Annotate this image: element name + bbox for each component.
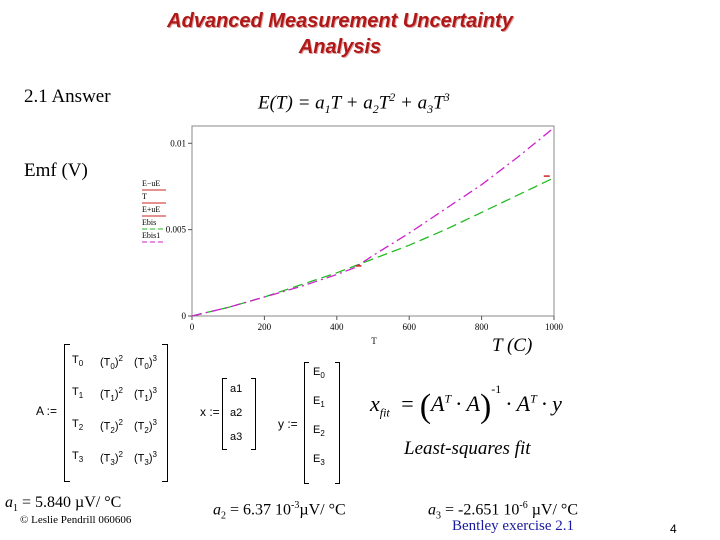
page-number: 4 xyxy=(670,522,677,536)
vector-x-item: a2 xyxy=(230,407,243,419)
x-axis-math-label: T xyxy=(371,336,377,346)
series-line-ebis xyxy=(192,178,554,316)
x-tick-label: 600 xyxy=(402,322,416,332)
result-a1-sub: 1 xyxy=(13,503,18,515)
legend-label: T xyxy=(142,192,147,201)
eq-part: T xyxy=(433,92,444,114)
eq-sub: 3 xyxy=(427,102,434,117)
x-tick-label: 200 xyxy=(257,322,272,332)
vector-x-lhs: x := xyxy=(200,405,220,419)
matrix-a-cell: $(T_2)^3$ xyxy=(134,418,157,435)
result-a2-symbol: a xyxy=(213,501,221,519)
y-tick-label: 0.005 xyxy=(165,224,186,235)
result-a2-exp: -3 xyxy=(291,500,300,511)
matrix-a xyxy=(64,344,168,482)
fit-label xyxy=(404,438,531,460)
series-line-ebis1 xyxy=(192,128,554,316)
matrix-a-lhs: A := xyxy=(36,404,58,418)
title-line-2: Analysis xyxy=(298,36,382,58)
eq-part: T + a xyxy=(330,92,373,114)
vector-y-item: $E_3$ xyxy=(313,453,325,468)
matrix-a-cell: $T_3$ xyxy=(72,450,84,465)
eq-part: E(T) = a xyxy=(258,92,325,114)
result-a3-symbol: a xyxy=(428,501,436,519)
emf-chart xyxy=(130,120,590,350)
answer-text: 2.1 Answer xyxy=(24,86,111,107)
result-a2-sub: 2 xyxy=(221,510,226,522)
slide-title xyxy=(0,8,680,60)
vector-y-lhs: y := xyxy=(278,417,298,431)
result-a3-unit: µV/ °C xyxy=(527,501,578,519)
x-units-text: T (C) xyxy=(492,335,533,356)
vector-x-right-bracket xyxy=(251,378,256,450)
y-tick-label: 0 xyxy=(181,311,186,321)
vector-x-item: a3 xyxy=(230,431,243,443)
matrix-a-cell: $(T_1)^2$ xyxy=(100,386,123,403)
result-a1-value: = 5.840 µV/ °C xyxy=(18,494,122,511)
result-a2-unit: µV/ °C xyxy=(299,501,346,519)
legend-label: E−uE xyxy=(142,179,161,188)
y-axis-label xyxy=(24,160,88,182)
vector-y-item: $E_0$ xyxy=(313,366,325,381)
y-axis-label-text: Emf (V) xyxy=(24,160,88,181)
x-tick-label: 1000 xyxy=(545,322,563,332)
vector-x xyxy=(222,378,256,450)
matrix-a-cell: $(T_0)^3$ xyxy=(134,354,157,371)
result-a2-value: = 6.37 10 xyxy=(226,501,292,519)
model-equation xyxy=(258,90,450,117)
legend-label: Ebis1 xyxy=(142,231,161,240)
vector-x-left-bracket xyxy=(222,378,227,450)
matrix-a-cell: $T_0$ xyxy=(72,354,84,369)
eq-part: + a xyxy=(395,92,428,114)
result-a3-exp: -6 xyxy=(519,500,528,511)
matrix-a-cell: $(T_0)^2$ xyxy=(100,354,123,371)
eq-sup: 2 xyxy=(389,90,396,104)
matrix-left-bracket xyxy=(64,344,70,482)
title-line-1: Advanced Measurement Uncertainty xyxy=(167,10,513,32)
result-a3-sub: 3 xyxy=(436,510,441,522)
least-squares-formula: $x_{fit} = (A^T \cdot A)^{-1}\cdot A^T \cdot y$ xyxy=(370,382,562,425)
legend-label: Ebis xyxy=(142,218,157,227)
y-tick-label: 0.01 xyxy=(170,138,186,149)
eq-part: T xyxy=(378,92,390,114)
fit-label-text: Least-squares fit xyxy=(404,438,531,459)
result-a1-symbol: a xyxy=(5,494,13,511)
eq-sub: 2 xyxy=(372,102,379,117)
x-tick-label: 400 xyxy=(330,322,344,332)
plot-frame xyxy=(192,126,554,316)
answer-label xyxy=(24,86,111,108)
x-tick-label: 0 xyxy=(189,322,195,332)
vector-y-item: $E_2$ xyxy=(313,424,325,439)
legend-label: E+uE xyxy=(142,205,161,214)
vector-y-item: $E_1$ xyxy=(313,395,325,410)
vector-y-left-bracket xyxy=(304,362,309,484)
eq-sup: 3 xyxy=(443,90,450,104)
eq-sub: 1 xyxy=(324,102,331,117)
result-a3-value: = -2.651 10 xyxy=(441,501,520,519)
matrix-a-cell: $(T_3)^2$ xyxy=(100,450,123,467)
copyright: © Leslie Pendrill 060606 xyxy=(20,514,132,526)
x-units-label xyxy=(492,335,532,357)
matrix-right-bracket xyxy=(162,344,168,482)
result-a2 xyxy=(213,500,346,522)
x-tick-label: 800 xyxy=(474,322,489,332)
matrix-a-cell: $(T_1)^3$ xyxy=(134,386,157,403)
matrix-a-cell: $(T_2)^2$ xyxy=(100,418,123,435)
vector-x-item: a1 xyxy=(230,383,243,395)
result-a1 xyxy=(5,494,121,514)
vector-y xyxy=(304,362,340,484)
matrix-a-cell: $(T_3)^3$ xyxy=(134,450,157,467)
vector-y-right-bracket xyxy=(335,362,340,484)
matrix-a-cell: $T_2$ xyxy=(72,418,84,433)
matrix-a-cell: $T_1$ xyxy=(72,386,84,401)
exercise-reference: Bentley exercise 2.1 xyxy=(452,518,575,534)
